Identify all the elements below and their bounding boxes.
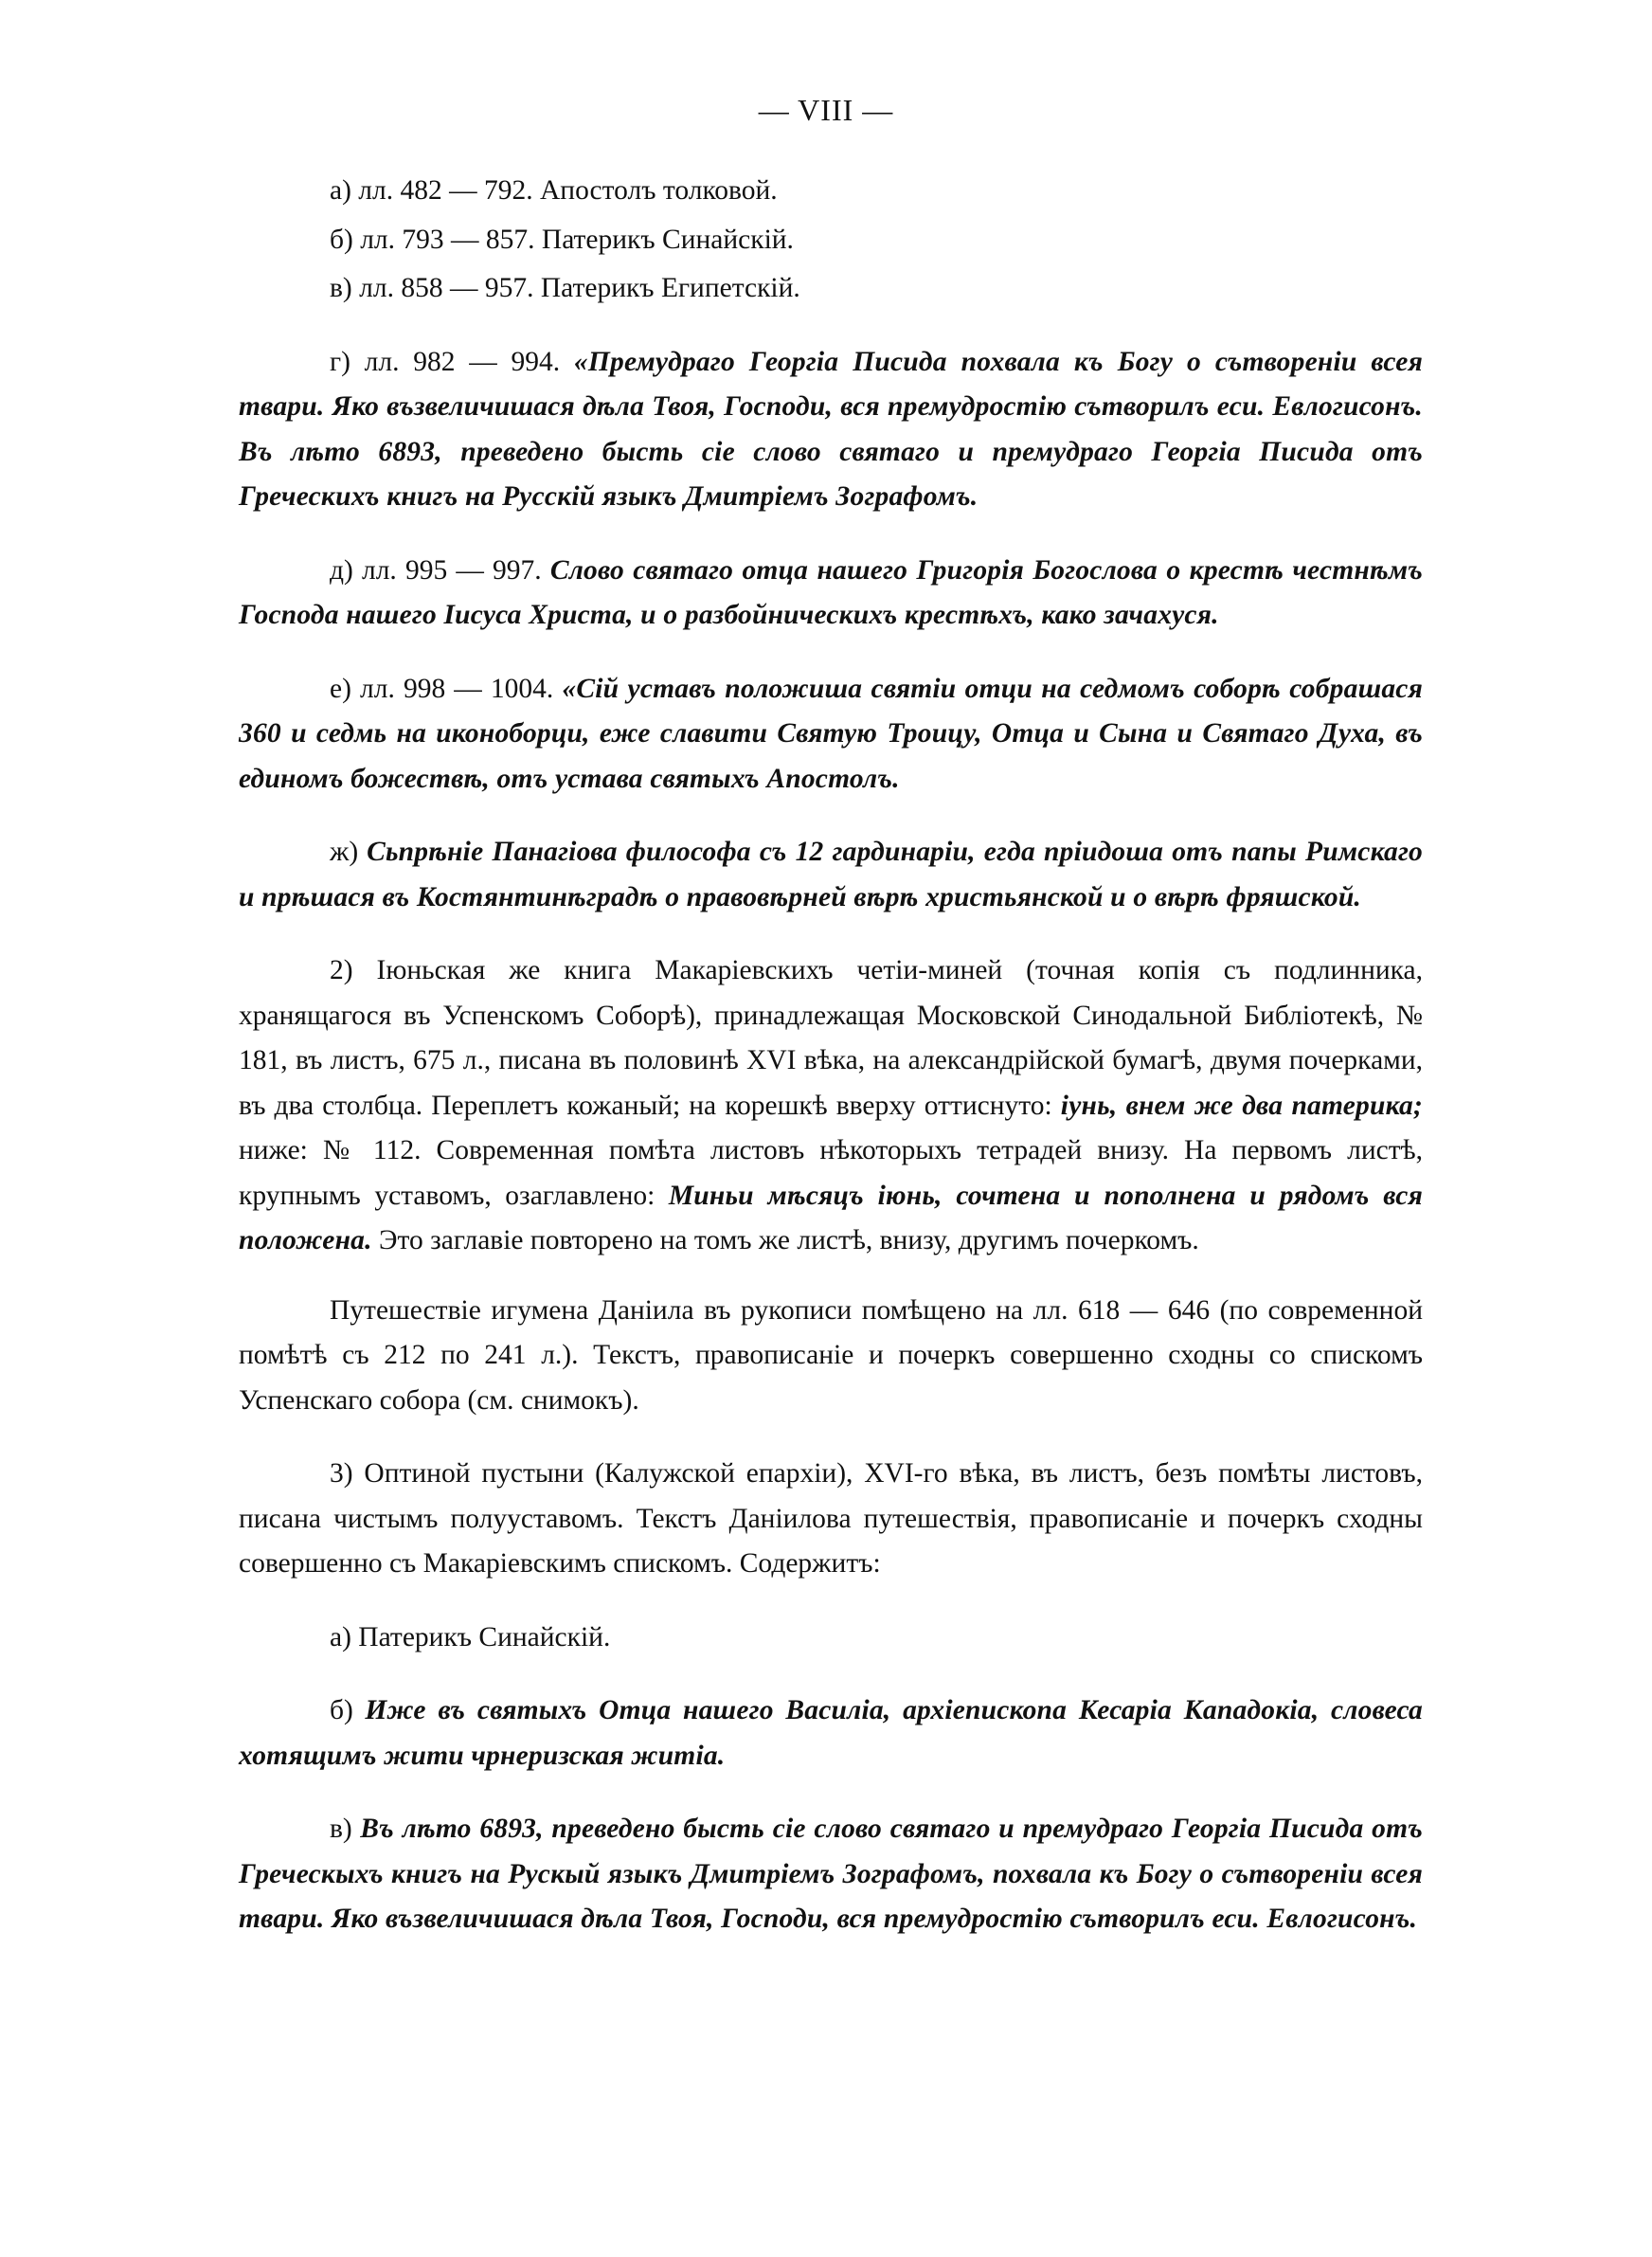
- paragraph: [239, 830, 1423, 920]
- body-text: б) лл. 793 — 857. Патерикъ Синайскій.: [330, 224, 794, 255]
- italic-quote-text: «Премудраго Георгіа Писида похвала къ Богу о сътвореніи всея твари. Яко възвеличишася дѣла Твоя, Господи, вся премудростію сътворилъ еси. Евлогисонъ. Въ лѣто 6893, преведено бысть сіе слово святаго и премудраго Георгіа Писида отъ Греческихъ книгъ на Русскій языкъ Дмитріемъ Зографомъ.: [239, 346, 1423, 512]
- italic-quote-text: Сьпрѣніе Панагіова философа съ 12 гардинаріи, егда пріидоша отъ папы Римскаго и прѣшася въ Костянтинѣградѣ о правовѣрней вѣрѣ христьянской и о вѣрѣ фряшской.: [239, 837, 1423, 912]
- body-text: Путешествіе игумена Даніила въ рукописи помѣщено на лл. 618 — 646 (по современной помѣтѣ съ 212 по 241 л.). Текстъ, правописаніе и почеркъ совершенно сходны со спискомъ Успенскаго собора (см. снимокъ).: [239, 1294, 1423, 1416]
- document-body: [239, 169, 1423, 1946]
- body-text: б): [330, 1695, 366, 1725]
- italic-quote-text: «Сій уставъ положиша святіи отци на седмомъ соборѣ собрашася 360 и седмь на иконоборци, еже славити Святую Троицу, Отца и Сына и Святаго Духа, въ единомъ божествѣ, отъ устава святыхъ Апостолъ.: [239, 673, 1423, 794]
- paragraph: [239, 218, 1423, 263]
- body-text: д) лл. 995 — 997.: [330, 554, 550, 586]
- paragraph: [239, 340, 1423, 520]
- page-number: — VIII —: [758, 93, 894, 127]
- paragraph: [239, 1616, 1423, 1661]
- body-text: Это заглавіе повторено на томъ же листѣ, внизу, другимъ почеркомъ.: [371, 1225, 1199, 1255]
- body-text: е) лл. 998 — 1004.: [330, 673, 563, 704]
- body-text: а) Патерикъ Синайскій.: [330, 1621, 611, 1652]
- italic-quote-text: Иже въ святыхъ Отца нашего Василіа, архіепископа Кесаріа Кападокіа, словеса хотящимъ жити чрнеризская житіа.: [239, 1695, 1423, 1771]
- italic-quote-text: Въ лѣто 6893, преведено бысть сіе слово святаго и премудраго Георгіа Писида отъ Греческыхъ книгъ на Рускый языкъ Дмитріемъ Зографомъ, похвала къ Богу о сътвореніи всея твари. Яко възвеличишася дѣла Твоя, Господи, вся премудростію сътворилъ еси. Евлогисонъ.: [239, 1814, 1423, 1934]
- body-text: в) лл. 858 — 957. Патерикъ Египетскій.: [330, 273, 800, 303]
- body-text: 3) Оптиной пустыни (Калужской епархіи), XVI-го вѣка, въ листъ, безъ помѣты листовъ, писана чистымъ полууставомъ. Текстъ Даніилова путешествія, правописаніе и почеркъ сходны совершенно съ Макаріевскимъ спискомъ. Содержитъ:: [239, 1458, 1423, 1579]
- body-text: ниже: № 112. Современная помѣта листовъ нѣкоторыхъ тетрадей внизу. На первомъ листѣ, крупнымъ уставомъ, озаглавлено:: [239, 1135, 1423, 1211]
- paragraph: [239, 1452, 1423, 1587]
- body-text: 2) Іюньская же книга Макаріевскихъ четіи-миней (точная копія съ подлинника, хранящагося въ Успенскомъ Соборѣ), принадлежащая Московской Синодальной Библіотекѣ, № 181, въ листъ, 675 л., писана въ половинѣ XVI вѣка, на александрійской бумагѣ, двумя почерками, въ два столбца. Переплетъ кожаный; на корешкѣ вверху оттиснуто:: [239, 955, 1423, 1121]
- paragraph: [239, 169, 1423, 214]
- body-text: ж): [330, 837, 368, 867]
- paragraph: [239, 1807, 1423, 1942]
- paragraph: [239, 266, 1423, 312]
- paragraph: [239, 549, 1423, 639]
- body-text: г) лл. 982 — 994.: [330, 346, 574, 377]
- italic-quote-text: іунь, внем же два патерика;: [1060, 1090, 1424, 1121]
- paragraph: [239, 948, 1423, 1264]
- italic-quote-text: Слово святаго отца нашего Григорія Богослова о крестѣ честнѣмъ Господа нашего Іисуса Христа, и о разбойническихъ крестѣхъ, како зачахуся.: [239, 554, 1423, 630]
- italic-quote-text: Миньи мѣсяцъ іюнь, сочтена и пополнена и рядомъ вся положена.: [239, 1180, 1423, 1255]
- body-text: в): [330, 1814, 361, 1844]
- paragraph: [239, 1289, 1423, 1424]
- paragraph: [239, 667, 1423, 803]
- body-text: а) лл. 482 — 792. Апостолъ толковой.: [330, 175, 778, 206]
- paragraph: [239, 1688, 1423, 1779]
